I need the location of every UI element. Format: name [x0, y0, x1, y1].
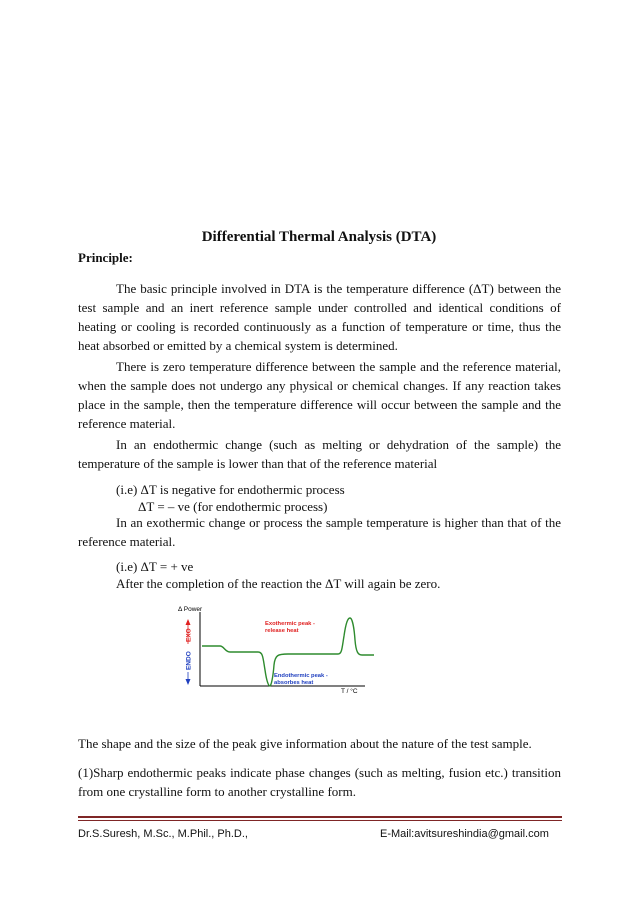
paragraph-endothermic: In an endothermic change (such as melting or dehydration of the sample) the temperature of the sample is lower than that of the reference material	[78, 437, 561, 471]
principle-heading: Principle:	[78, 250, 133, 265]
exothermic-peak-label: Exothermic peak -	[265, 621, 315, 627]
document-title: Differential Thermal Analysis (DTA)	[201, 229, 437, 245]
ie-negative-line: (i.e) ΔT is negative for endothermic process	[116, 482, 345, 497]
endo-label: ENDO	[185, 651, 193, 670]
exo-label: EXO	[185, 628, 193, 642]
footer-author: Dr.S.Suresh, M.Sc., M.Phil., Ph.D.,	[78, 828, 248, 840]
exo-arrow-up-icon	[186, 619, 191, 625]
paragraph-zero-difference: There is zero temperature difference between the sample and the reference material, when the sample does not undergo any physical or chemical changes. If any reaction takes place in the sample, then the temperature difference will occur between the sample and the reference material.	[78, 359, 561, 431]
shape-size-paragraph: The shape and the size of the peak give information about the nature of the test sample.	[78, 736, 532, 751]
exothermic-peak-sublabel: release heat	[265, 628, 299, 634]
endo-indicator	[186, 651, 193, 685]
endothermic-peak-sublabel: absorbes heat	[274, 680, 314, 686]
paragraph-exothermic: In an exothermic change or process the sample temperature is higher than that of the reference material.	[78, 515, 561, 549]
footer-email: E-Mail:avitsureshindia@gmail.com	[380, 828, 549, 840]
y-axis-label: Δ Power	[178, 606, 203, 613]
ie-positive-line: (i.e) ΔT = + ve	[116, 559, 194, 574]
sharp-peaks-paragraph: (1)Sharp endothermic peaks indicate phase changes (such as melting, fusion etc.) transition from one crystalline form to another crystalline form.	[78, 765, 561, 799]
footer-rule-thin	[78, 820, 562, 821]
endo-arrow-down-icon	[186, 679, 191, 685]
paragraph-principle: The basic principle involved in DTA is the temperature difference (ΔT) between the test sample and an inert reference sample under controlled and identical conditions of heating or cooling is recorded continuously as a function of temperature or time, thus the heat absorbed or emitted by a chemical system is determined.	[78, 281, 561, 353]
endothermic-peak-label: Endothermic peak -	[274, 673, 328, 679]
delta-negative-line: ΔT = – ve (for endothermic process)	[138, 499, 328, 514]
x-axis-label: T / °C	[341, 688, 358, 695]
dta-graph	[170, 600, 380, 696]
exo-indicator	[186, 619, 193, 644]
footer-rule	[78, 816, 562, 818]
after-completion-line: After the completion of the reaction the ΔT will again be zero.	[116, 576, 441, 591]
